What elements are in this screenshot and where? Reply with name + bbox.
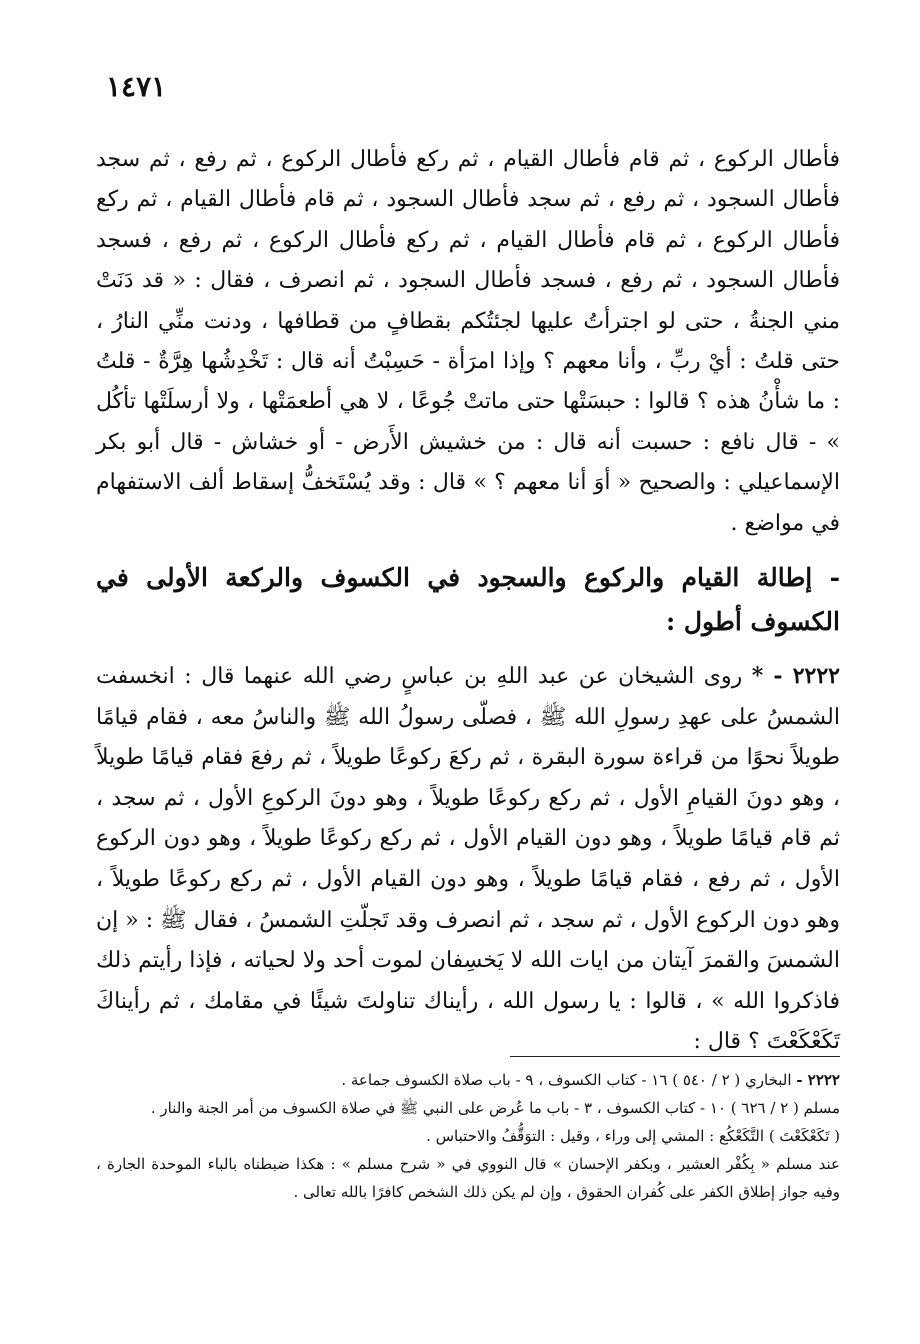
footnote-item [96, 1066, 840, 1094]
footnote-text: عند مسلم « بِكُفْر العشير ، وبكفر الإحسان » قال النووي في « شرح مسلم » : هكذا ضبطناه بالباء الموحدة الجارة ، وفيه جواز إطلاق الكفر على كُفران الحقوق ، وإن لم يكن ذلك الشخص كافرًا بالله تعالى . [96, 1155, 840, 1201]
hadith-number: ٢٢٢٢ - * [751, 663, 840, 689]
footnote-text: ( تَكَعْكَعْتَ ) التَّكَعْكُع : المشي إلى وراء ، وقيل : التوَقُّفُ والاحتباس . [426, 1127, 840, 1145]
footnote-item [96, 1122, 840, 1150]
hadith-paragraph [96, 656, 840, 1063]
footnote-text: مسلم ( ٢ / ٦٢٦ ) ١٠ - كتاب الكسوف ، ٣ - باب ما عُرض على النبي ﷺ في صلاة الكسوف من أمر الجنة والنار . [150, 1099, 840, 1117]
footnote-number: ٢٢٢٢ - [796, 1071, 840, 1089]
page-number: ١٤٧١ [106, 70, 167, 103]
footnote-separator [510, 1056, 840, 1057]
section-heading: - إطالة القيام والركوع والسجود في الكسوف والركعة الأولى في الكسوف أطول : [96, 563, 840, 636]
footnote-item [96, 1150, 840, 1206]
footnote-item [96, 1094, 840, 1122]
body-paragraph-continuation: فأطال الركوع ، ثم قام فأطال القيام ، ثم ركع فأطال الركوع ، ثم رفع ، ثم سجد فأطال السجود ، ثم رفع ، ثم سجد فأطال السجود ، ثم قام فأطال القيام ، ثم ركع فأطال الركوع ، ثم قام فأطال القيام ، ثم ركع فأطال الركوع ، ثم رفع ، فسجد فأطال السجود ، ثم رفع ، فسجد فأطال السجود ، ثم انصرف ، فقال : « قد دَنَتْ مني الجنةُ ، حتى لو اجترأتُ عليها لجئتُكم بقطافٍ من قطافها ، ودنت منِّي النارُ ، حتى قلتُ : أيْ ربِّ ، وأنا معهم ؟ وإذا امرَأة - حَسِبْتُ أنه قال : تَخْدِشُها هِرَّةٌ - قلتُ : ما شأْنُ هذه ؟ قالوا : حبسَتْها حتى ماتتْ جُوعًا ، لا هي أطعمَتْها ، ولا أرسلَتْها تأكُل » - قال نافع : حسبت أنه قال : من خشيش الأَرض - أو خشاش - قال أبو بكر الإسماعيلي : والصحيح « أوَ أنا معهم ؟ » قال : وقد يُسْتَخفُّ إسقاط ألف الاستفهام في مواضع . [96, 147, 840, 536]
footnotes-section [96, 1066, 840, 1206]
hadith-body: روى الشيخان عن عبد اللهِ بن عباسٍ رضي الله عنهما قال : انخسفت الشمسُ على عهدِ رسولِ الله ﷺ ، فصلّى رسولُ الله ﷺ والناسُ معه ، فقام قيامًا طويلاً نحوًا من قراءة سورة البقرة ، ثم ركعَ ركوعًا طويلاً ، ثم رفعَ فقام قيامًا طويلاً ، وهو دونَ القيامِ الأول ، ثم ركع ركوعًا طويلاً ، وهو دونَ الركوعِ الأول ، ثم سجد ، ثم قام قيامًا طويلاً ، وهو دون القيام الأول ، ثم ركع ركوعًا طويلاً ، وهو دون الركوع الأول ، ثم رفع ، فقام قيامًا طويلاً ، وهو دون القيام الأول ، ثم ركع ركوعًا طويلاً ، وهو دون الركوع الأول ، ثم سجد ، ثم انصرف وقد تَجلّتِ الشمسُ ، فقال ﷺ : « إن الشمسَ والقمرَ آيتان من ايات الله لا يَخسِفان لموت أحد ولا لحياته ، فإذا رأيتم ذلك فاذكروا الله » ، قالوا : يا رسول الله ، رأيناك تناولتَ شيئًا في مقامك ، ثم رأيناكَ تَكَعْكَعْتَ ؟ قال : [96, 664, 840, 1055]
footnote-text: البخاري ( ٢ / ٥٤٠ ) ١٦ - كتاب الكسوف ، ٩ - باب صلاة الكسوف جماعة . [341, 1071, 792, 1089]
